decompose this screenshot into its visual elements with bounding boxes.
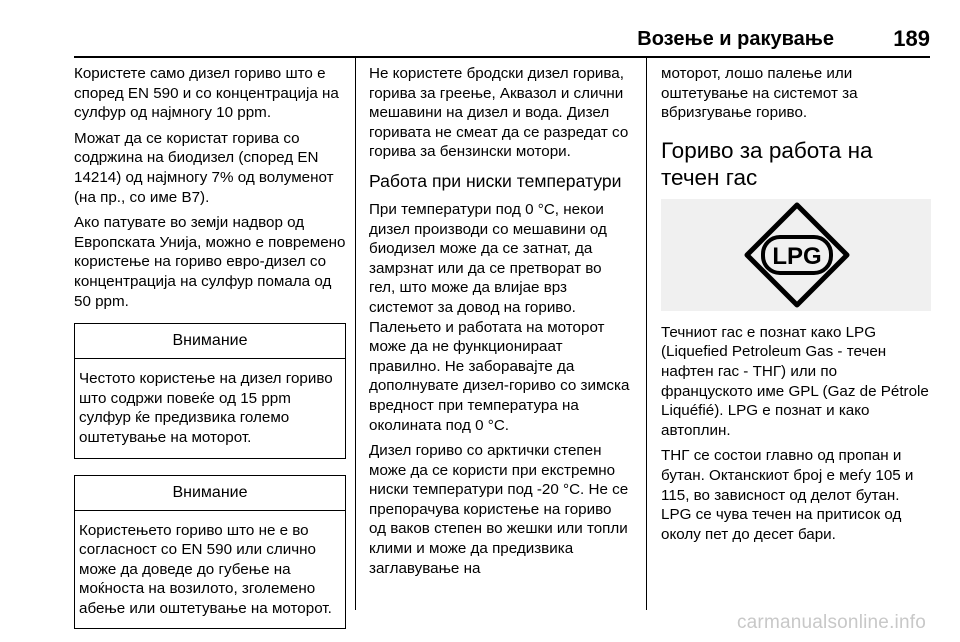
page-number: 189 [893, 26, 930, 51]
subheading: Работа при ниски температури [369, 170, 622, 191]
paragraph: Користете само дизел гориво што е според EN 590 и со концентрација на сулфур од најмногу 10 ppm. [74, 65, 339, 122]
paragraph: Дизел гориво со арктички степен може да се користи при екстремно ниски температури под -20 °C. Не се препорачува користење на гориво од ваков степен во жешки или топли клими и може да предизвика заглавување на [369, 442, 629, 577]
warning-box [74, 323, 346, 458]
paragraph: моторот, лошо палење или оштетување на системот за вбризгување гориво. [661, 65, 858, 122]
warning-title: Внимание [75, 324, 345, 359]
paragraph: ТНГ се состои главно од пропан и бутан. Октанскиот број е меѓу 105 и 115, во зависност од делот бутан. LPG се чува течен на притисок од околу пет до десет бари. [661, 447, 914, 543]
watermark: carmanualsonline.info [736, 612, 926, 633]
section-heading: Гориво за работа на течен гас [661, 137, 873, 190]
paragraph: При температури под 0 °C, некои дизел производи со мешавини од биодизел може да се затнат, да замрзнат или да се претворат во гел, што може да влијае врз системот за довод на гориво. Палењето и работата на моторот може да не функционираат правилно. Не заборавајте да дополнувате дизел-гориво со зимска вредност при температура на околината под 0 °C. [369, 200, 630, 434]
paragraph: Ако патувате во земји надвор од Европската Унија, можно е повремено користење на гориво евро-дизел со концентрација на сулфур помала од 50 ppm. [74, 214, 346, 310]
warning-box [74, 475, 346, 630]
column-divider [355, 58, 356, 610]
paragraph: Течниот гас е познат како LPG (Liquefied Petroleum Gas - течен нафтен гас - ТНГ) или по француското име GPL (Gaz de Pétrole Liquéfié). LPG е познат и како автоплин. [661, 323, 929, 439]
column-divider [646, 58, 647, 610]
warning-text: Користењето гориво што не е во согласност со EN 590 или слично може да доведе до губење на моќноста на возилото, зголемено абење или оштетување на моторот. [79, 521, 332, 617]
lpg-figure [661, 199, 931, 311]
warning-title: Внимание [75, 476, 345, 511]
column-1 [74, 64, 346, 629]
lpg-label: LPG [772, 242, 822, 270]
section-title: Возење и ракување [637, 28, 834, 50]
lpg-diamond-icon [741, 199, 853, 311]
paragraph: Не користете бродски дизел горива, горива за греење, Аквазол и слични мешавини на дизел и вода. Дизел горивата не смеат да се разредат со горива за бензински мотори. [369, 65, 629, 161]
header-rule [74, 56, 930, 58]
paragraph: Можат да се користат горива со содржина на биодизел (според EN 14214) од најмногу 7% од волуменот (на пр., со име B7). [74, 129, 334, 206]
column-3 [661, 64, 931, 550]
warning-text: Честото користење на дизел гориво што содржи повеќе од 15 ppm сулфур ќе предизвика големо оштетување на моторот. [79, 370, 333, 446]
page-header [74, 24, 930, 54]
column-2 [369, 64, 631, 584]
